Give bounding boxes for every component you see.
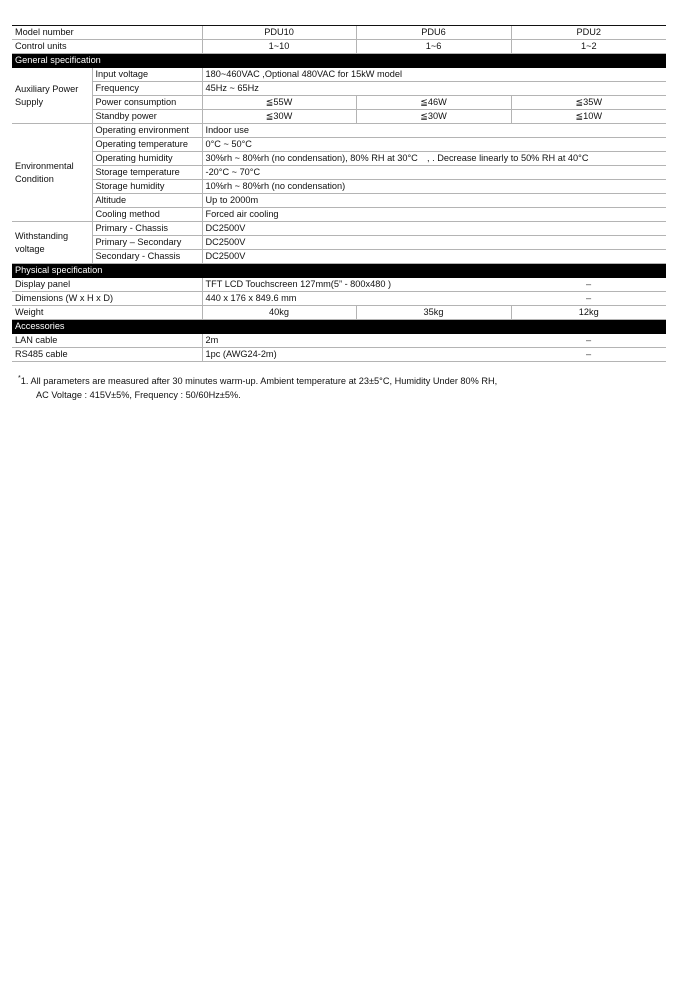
spec-label: Storage humidity: [92, 180, 202, 194]
spec-value: Indoor use: [202, 124, 666, 138]
spec-label: Weight: [12, 306, 202, 320]
spec-value: 180~460VAC ,Optional 480VAC for 15kW model: [202, 68, 666, 82]
section-physical: [12, 264, 666, 278]
spec-row: [12, 292, 666, 306]
section-accessories: [12, 320, 666, 334]
footnote-text-2: AC Voltage : 415V±5%, Frequency : 50/60Hz±5%.: [36, 389, 241, 400]
spec-value: 440 x 176 x 849.6 mm: [202, 292, 511, 306]
spec-value-pdu2: –: [511, 278, 666, 292]
control-units-pdu6: 1~6: [356, 40, 511, 54]
spec-label: Operating environment: [92, 124, 202, 138]
spec-row: [12, 306, 666, 320]
control-units-label: Control units: [12, 40, 202, 54]
spec-label: Primary - Chassis: [92, 222, 202, 236]
spec-value-pdu6: ≦30W: [356, 110, 511, 124]
group-environmental-condition: Environmental Condition: [12, 124, 92, 222]
spec-value: -20°C ~ 70°C: [202, 166, 666, 180]
spec-label: Standby power: [92, 110, 202, 124]
group-auxiliary-power: Auxiliary Power Supply: [12, 68, 92, 124]
model-pdu10: PDU10: [202, 26, 356, 40]
spec-label: Primary – Secondary: [92, 236, 202, 250]
footnote-text-1: 1. All parameters are measured after 30 minutes warm-up. Ambient temperature at 23±5°C, Humidity Under 80% RH,: [20, 376, 498, 387]
spec-label: Storage temperature: [92, 166, 202, 180]
spec-value: TFT LCD Touchscreen 127mm(5” - 800x480 ): [202, 278, 511, 292]
spec-row: [12, 110, 666, 124]
spec-value: Forced air cooling: [202, 208, 666, 222]
spec-row: [12, 278, 666, 292]
section-general-title: General specification: [12, 54, 666, 68]
spec-value-pdu2: –: [511, 334, 666, 348]
spec-value: DC2500V: [202, 250, 666, 264]
section-general: [12, 54, 666, 68]
spec-row: [12, 124, 666, 138]
spec-row: [12, 180, 666, 194]
spec-label: Input voltage: [92, 68, 202, 82]
spec-row: [12, 82, 666, 96]
spec-value-pdu6: 35kg: [356, 306, 511, 320]
spec-value: 30%rh ~ 80%rh (no condensation), 80% RH at 30°C , . Decrease linearly to 50% RH at 40°C: [202, 152, 666, 166]
spec-label: Display panel: [12, 278, 202, 292]
spec-row: [12, 222, 666, 236]
control-units-row: [12, 40, 666, 54]
spec-value-pdu6: ≦46W: [356, 96, 511, 110]
spec-value-pdu2: 12kg: [511, 306, 666, 320]
spec-row: [12, 152, 666, 166]
spec-value-pdu10: 40kg: [202, 306, 356, 320]
spec-label: RS485 cable: [12, 348, 202, 362]
spec-row: [12, 334, 666, 348]
spec-label: Secondary - Chassis: [92, 250, 202, 264]
spec-label: Power consumption: [92, 96, 202, 110]
section-accessories-title: Accessories: [12, 320, 666, 334]
spec-value: 0°C ~ 50°C: [202, 138, 666, 152]
spec-label: Frequency: [92, 82, 202, 96]
spec-label: Cooling method: [92, 208, 202, 222]
group-withstanding-voltage: Withstanding voltage: [12, 222, 92, 264]
section-physical-title: Physical specification: [12, 264, 666, 278]
spec-value: 45Hz ~ 65Hz: [202, 82, 666, 96]
model-pdu2: PDU2: [511, 26, 666, 40]
spec-row: [12, 68, 666, 82]
model-label: Model number: [12, 26, 202, 40]
control-units-pdu2: 1~2: [511, 40, 666, 54]
spec-value: DC2500V: [202, 236, 666, 250]
spec-row: [12, 208, 666, 222]
spec-label: Altitude: [92, 194, 202, 208]
spec-value: 2m: [202, 334, 511, 348]
spec-label: Operating temperature: [92, 138, 202, 152]
model-row: [12, 26, 666, 40]
spec-value-pdu2: –: [511, 292, 666, 306]
footnote: [18, 372, 658, 402]
spec-row: [12, 96, 666, 110]
spec-row: [12, 236, 666, 250]
spec-value: DC2500V: [202, 222, 666, 236]
spec-label: Operating humidity: [92, 152, 202, 166]
spec-value: Up to 2000m: [202, 194, 666, 208]
spec-row: [12, 250, 666, 264]
spec-value-pdu2: –: [511, 348, 666, 362]
spec-value-pdu2: ≦35W: [511, 96, 666, 110]
footnote-line-1: [18, 372, 658, 389]
spec-value-pdu2: ≦10W: [511, 110, 666, 124]
spec-value-pdu10: ≦30W: [202, 110, 356, 124]
spec-row: [12, 138, 666, 152]
control-units-pdu10: 1~10: [202, 40, 356, 54]
spec-value: 10%rh ~ 80%rh (no condensation): [202, 180, 666, 194]
spec-row: [12, 194, 666, 208]
model-pdu6: PDU6: [356, 26, 511, 40]
spec-label: LAN cable: [12, 334, 202, 348]
footnote-marker: *: [18, 375, 21, 382]
spec-row: [12, 166, 666, 180]
spec-table: [12, 25, 666, 362]
spec-value-pdu10: ≦55W: [202, 96, 356, 110]
spec-row: [12, 348, 666, 362]
spec-label: Dimensions (W x H x D): [12, 292, 202, 306]
spec-value: 1pc (AWG24-2m): [202, 348, 511, 362]
